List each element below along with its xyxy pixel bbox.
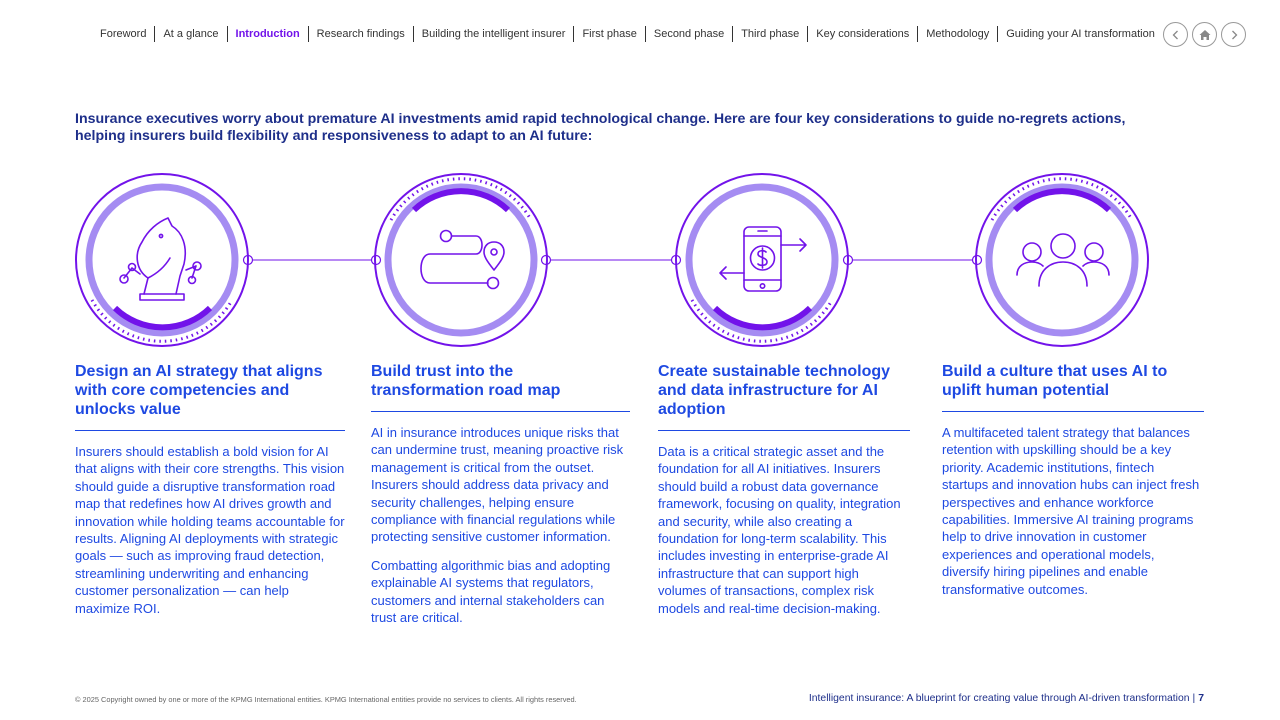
consideration-paragraph: Insurers should establish a bold vision for AI that aligns with their core strengths. This vision should guide a disruptive transformation road map that redefines how AI drives growth and innovation while holding teams accountable for results. Aligning AI deployments with strategic goals — such as improving fraud detection, streamlining underwriting and enhancing customer personalization — can help maximize ROI. <box>75 444 345 616</box>
copyright-notice: © 2025 Copyright owned by one or more of the KPMG International entities. KPMG International entities provide no services to clients. All rights reserved. <box>75 695 577 704</box>
consideration-paragraph: Combatting algorithmic bias and adopting explainable AI systems that regulators, customers and internal stakeholders can trust are critical. <box>371 557 611 626</box>
consideration-paragraph: A multifaceted talent strategy that balances retention with upskilling should be a key priority. Academic institutions, fintech startups and innovation hubs can inject fresh perspectives and enhance workforce capabilities. Immersive AI training programs help to drive innovation in customer experiences and operational models, diversify hiring pipelines and enable transformative outcomes. <box>942 425 1200 597</box>
chevron-right-icon <box>1228 29 1240 41</box>
consideration-title: Create sustainable technology and data infrastructure for AI adoption <box>658 362 910 431</box>
circle-trust <box>375 174 547 346</box>
consideration-trust <box>371 362 630 626</box>
consideration-title: Build trust into the transformation road map <box>371 362 630 412</box>
nav-item-introduction[interactable]: Introduction <box>227 26 308 42</box>
footer-separator: | <box>1192 693 1196 704</box>
circle-infrastructure <box>676 174 848 346</box>
circle-culture <box>976 174 1148 346</box>
consideration-title: Design an AI strategy that aligns with core competencies and unlocks value <box>75 362 345 431</box>
nav-item-guiding-ai-transformation[interactable]: Guiding your AI transformation <box>997 26 1163 42</box>
nav-item-research-findings[interactable]: Research findings <box>308 26 413 42</box>
intro-heading: Insurance executives worry about premature AI investments amid rapid technological change. Here are four key considerations to guide no-regrets actions, helping insurers build flexibility and responsiveness to adapt to an AI future: <box>75 111 1126 144</box>
consideration-body <box>371 424 630 626</box>
nav-item-third-phase[interactable]: Third phase <box>732 26 807 42</box>
road-map-icon <box>421 231 504 289</box>
home-button[interactable] <box>1192 22 1217 47</box>
nav-item-key-considerations[interactable]: Key considerations <box>807 26 917 42</box>
top-navigation <box>92 26 1163 42</box>
consideration-body <box>658 443 910 617</box>
consideration-body <box>942 424 1204 598</box>
consideration-strategy <box>75 362 345 617</box>
home-icon <box>1198 28 1212 42</box>
previous-page-button[interactable] <box>1163 22 1188 47</box>
chess-knight-icon <box>120 218 201 300</box>
page-number: 7 <box>1198 693 1204 704</box>
consideration-paragraph: AI in insurance introduces unique risks that can undermine trust, meaning proactive risk management is critical from the outset. Insurers should address data privacy and security challenges, helping ensure compliance with financial regulations while protecting sensitive customer information. <box>371 425 624 545</box>
next-page-button[interactable] <box>1221 22 1246 47</box>
nav-item-building-intelligent-insurer[interactable]: Building the intelligent insurer <box>413 26 574 42</box>
consideration-body <box>75 443 345 617</box>
consideration-paragraph: Data is a critical strategic asset and the foundation for all AI initiatives. Insurers should build a robust data governance framework, focusing on quality, integration and security, while also creating a foundation for long-term scalability. This includes investing in enterprise-grade AI infrastructure that can support high volumes of transactions, complex risk models and real-time decision-making. <box>658 444 901 616</box>
nav-item-foreword[interactable]: Foreword <box>100 28 147 40</box>
nav-item-second-phase[interactable]: Second phase <box>645 26 732 42</box>
circle-strategy <box>76 174 248 346</box>
consideration-title: Build a culture that uses AI to uplift human potential <box>942 362 1204 412</box>
people-group-icon <box>1017 234 1109 286</box>
footer-document-title <box>809 693 1204 704</box>
connector-lines <box>244 256 982 265</box>
document-title: Intelligent insurance: A blueprint for creating value through AI-driven transformation <box>808 693 1190 704</box>
consideration-infrastructure <box>658 362 910 617</box>
mobile-payment-icon <box>720 227 806 291</box>
nav-item-first-phase[interactable]: First phase <box>573 26 644 42</box>
considerations-timeline <box>0 170 1280 350</box>
consideration-culture <box>942 362 1204 598</box>
page-nav-buttons <box>1163 22 1246 47</box>
nav-item-at-a-glance[interactable]: At a glance <box>154 26 226 42</box>
nav-item-methodology[interactable]: Methodology <box>917 26 997 42</box>
chevron-left-icon <box>1170 29 1182 41</box>
